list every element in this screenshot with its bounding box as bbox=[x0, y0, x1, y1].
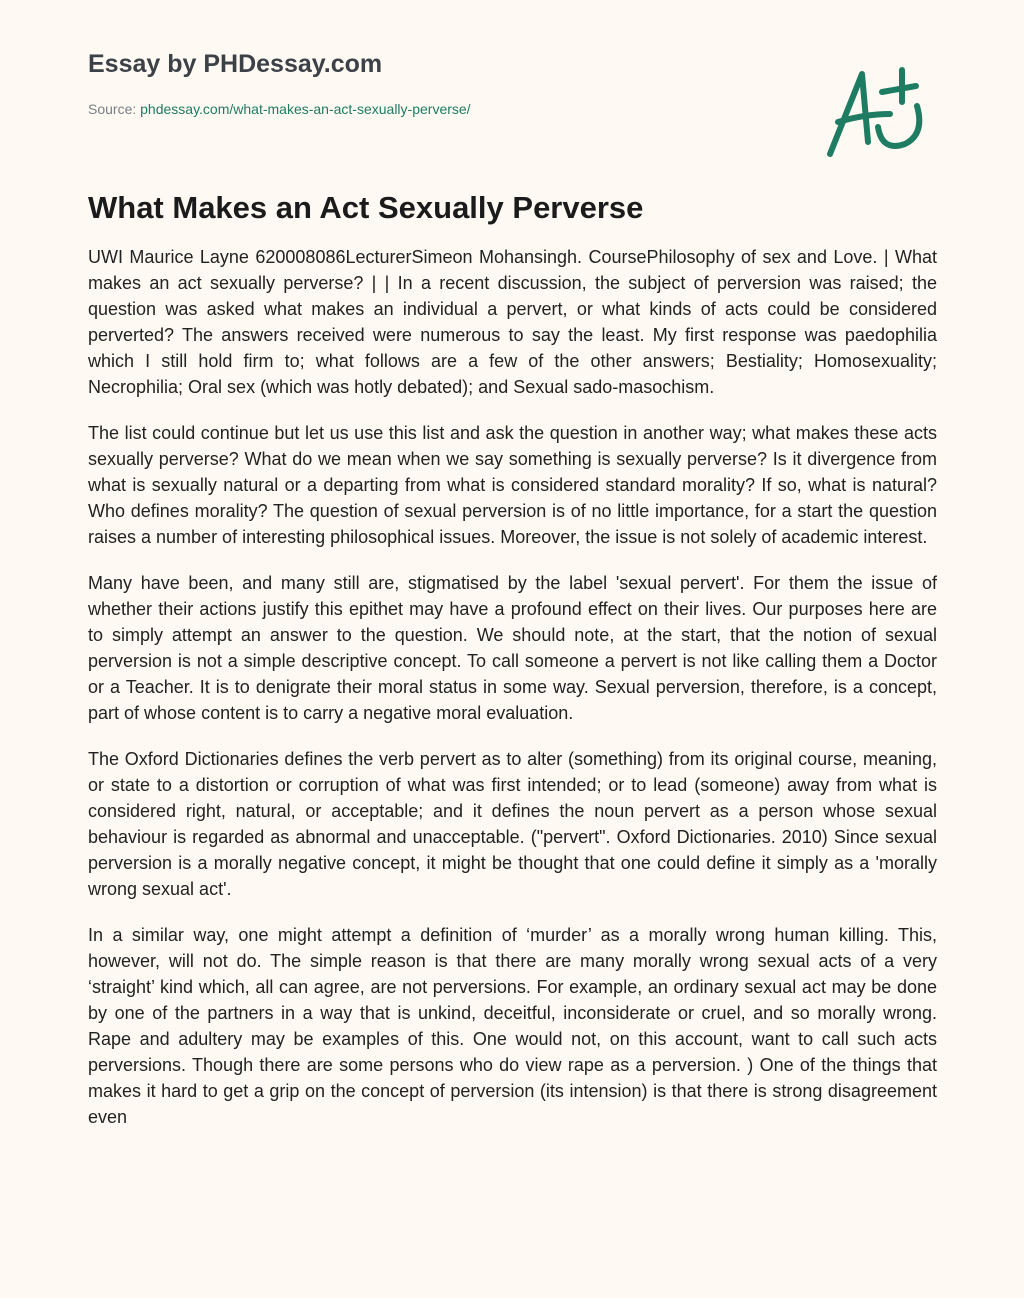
paragraph: In a similar way, one might attempt a definition of ‘murder’ as a morally wrong human killing. This, however, will not do. The simple reason is that there are many morally wrong sexual acts of a very ‘straight’ kind which, all can agree, are not perversions. For example, an ordinary sexual act may be done by one of the partners in a way that is unkind, deceitful, inconsiderate or cruel, and so morally wrong. Rape and adultery may be examples of this. One would not, on this account, want to call such acts perversions. Though there are some persons who do view rape as a perversion. ) One of the things that makes it hard to get a grip on the concept of perversion (its intension) is that there is strong disagreement even bbox=[88, 925, 937, 1127]
article-body bbox=[88, 244, 937, 1252]
site-brand: Essay by PHDessay.com bbox=[88, 50, 383, 78]
article-title: What Makes an Act Sexually Perverse bbox=[88, 190, 644, 225]
paragraph: UWI Maurice Layne 620008086LecturerSimeon Mohansingh. CoursePhilosophy of sex and Love. | What makes an act sexually perverse? | | In a recent discussion, the subject of perversion was raised; the question was asked what makes an individual a pervert, or what kinds of acts could be considered perverted? The answers received were numerous to say the least. My first response was paedophilia which I still hold firm to; what follows are a few of the other answers; Bestiality; Homosexuality; Necrophilia; Oral sex (which was hotly debated); and Sexual sado-masochism. bbox=[88, 247, 937, 397]
source-link[interactable]: phdessay.com/what-makes-an-act-sexually-perverse/ bbox=[140, 101, 471, 117]
a-plus-logo-icon bbox=[820, 62, 930, 162]
paragraph: The Oxford Dictionaries defines the verb pervert as to alter (something) from its original course, meaning, or state to a distortion or corruption of what was first intended; or to lead (someone) away from what is considered right, natural, or acceptable; and it defines the noun pervert as a person whose sexual behaviour is regarded as abnormal and unacceptable. ("pervert". Oxford Dictionaries. 2010) Since sexual perversion is a morally negative concept, it might be thought that one could define it simply as a 'morally wrong sexual act'. bbox=[88, 749, 937, 899]
source-line bbox=[88, 101, 471, 117]
paragraph: Many have been, and many still are, stigmatised by the label 'sexual pervert'. For them the issue of whether their actions justify this epithet may have a profound effect on their lives. Our purposes here are to simply attempt an answer to the question. We should note, at the start, that the notion of sexual perversion is not a simple descriptive concept. To call someone a pervert is not like calling them a Doctor or a Teacher. It is to denigrate their moral status in some way. Sexual perversion, therefore, is a concept, part of whose content is to carry a negative moral evaluation. bbox=[88, 573, 937, 723]
paragraph: The list could continue but let us use this list and ask the question in another way; what makes these acts sexually perverse? What do we mean when we say something is sexually perverse? Is it divergence from what is sexually natural or a departing from what is considered standard morality? If so, what is natural? Who defines morality? The question of sexual perversion is of no little importance, for a start the question raises a number of interesting philosophical issues. Moreover, the issue is not solely of academic interest. bbox=[88, 423, 937, 547]
source-label: Source: bbox=[88, 101, 137, 117]
